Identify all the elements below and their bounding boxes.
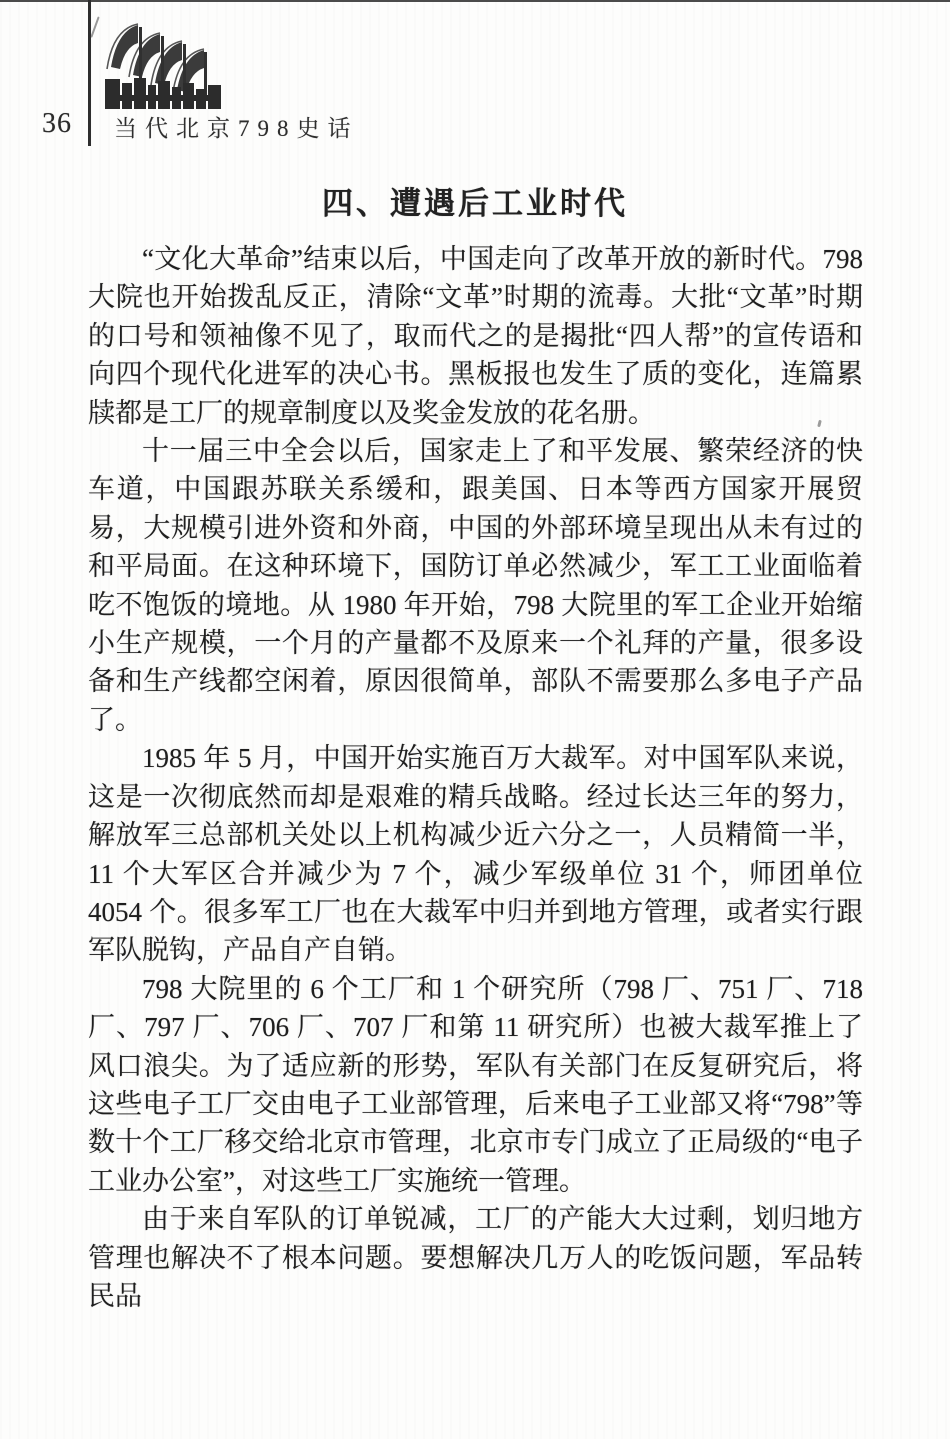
paragraph: 1985 年 5 月，中国开始实施百万大裁军。对中国军队来说，这是一次彻底然而却是艰难的精兵战略。经过长达三年的努力，解放军三总部机关处以上机构减少近六分之一，人员精简一半，11 个大军区合并减少为 7 个，减少军级单位 31 个，师团单位 4054 个。很多军工厂也在大裁军中归并到地方管理，或者实行跟军队脱钩，产品自产自销。 <box>88 743 863 966</box>
sawtooth-factory-logo-icon <box>103 14 225 116</box>
scan-scratch-mark <box>90 16 99 37</box>
paragraph: 十一届三中全会以后，国家走上了和平发展、繁荣经济的快车道，中国跟苏联关系缓和，跟美国、日本等西方国家开展贸易，大规模引进外资和外商，中国的外部环境呈现出从未有过的和平局面。在这种环境下，国防订单必然减少，军工工业面临着吃不饱饭的境地。从 1980 年开始，798 大院里的军工企业开始缩小生产规模，一个月的产量都不及原来一个礼拜的产量，很多设备和生产线都空闲着，原因很简单，部队不需要那么多电子产品了。 <box>88 436 863 735</box>
paragraph: 798 大院里的 6 个工厂和 1 个研究所（798 厂、751 厂、718 厂、797 厂、706 厂、707 厂和第 11 研究所）也被大裁军推上了风口浪尖。为了适应新的形势，军队有关部门在反复研究后，将这些电子工厂交由电子工业部管理，后来电子工业部又将“798”等数十个工厂移交给北京市管理，北京市专门成立了正局级的“电子工业办公室”，对这些工厂实施统一管理。 <box>88 973 863 1196</box>
header-divider-line <box>88 0 91 146</box>
page-top-edge-line <box>0 0 950 2</box>
page-body <box>88 240 863 1315</box>
paragraph: 由于来自军队的订单锐减，工厂的产能大大过剩，划归地方管理也解决不了根本问题。要想解决几万人的吃饭问题，军品转民品 <box>88 1204 863 1311</box>
page-number: 36 <box>42 108 72 139</box>
section-title: 四、遭遇后工业时代 <box>322 186 628 221</box>
paragraph: “文化大革命”结束以后，中国走向了改革开放的新时代。798 大院也开始拨乱反正，清除“文革”时期的流毒。大批“文革”时期的口号和领袖像不见了，取而代之的是揭批“四人帮”的宣传语和向四个现代化进军的决心书。黑板报也发生了质的变化，连篇累牍都是工厂的规章制度以及奖金发放的花名册。 <box>88 244 863 428</box>
book-title: 当代北京798史话 <box>114 116 359 141</box>
